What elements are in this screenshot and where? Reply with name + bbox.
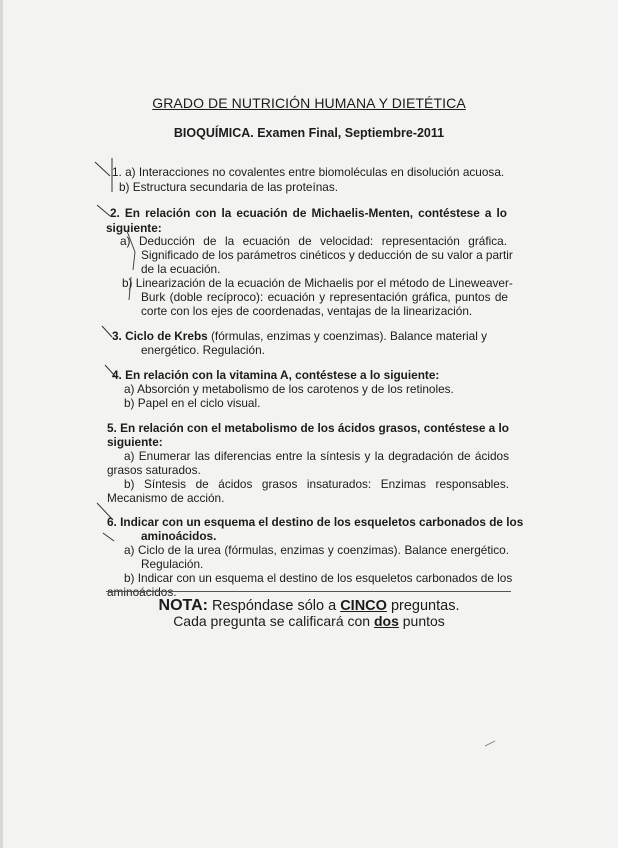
q3-heading-rest: (fórmulas, enzimas y coenzimas). Balance material y [207, 329, 488, 343]
q6-b-cont: aminoácidos. [107, 585, 177, 599]
page-title: GRADO DE NUTRICIÓN HUMANA Y DIETÉTICA [152, 95, 466, 111]
nota-cinco: CINCO [340, 598, 387, 614]
q2-a-cont2: de la ecuación. [141, 262, 221, 276]
q5-b-cont: Mecanismo de acción. [107, 491, 225, 505]
subject-name: BIOQUÍMICA [173, 126, 251, 140]
q5-a: a) Enumerar las diferencias entre la síntesis y la degradación de ácidos [124, 449, 509, 463]
nota-l2-pre: Cada pregunta se calificará con [173, 613, 374, 629]
check-mark-q4 [105, 365, 115, 376]
q2-a: a) Deducción de la ecuación de velocidad: representación gráfica. [120, 234, 507, 248]
q3-heading-bold: 3. Ciclo de Krebs [112, 329, 208, 343]
q5-heading-cont: siguiente: [107, 435, 163, 449]
q2-heading: 2. En relación con la ecuación de Michaelis-Menten, contéstese a lo [110, 206, 507, 220]
nota-text-pre: Respóndase sólo a [207, 598, 341, 614]
check-mark-q2a [127, 231, 135, 270]
nota-dos: dos [373, 613, 399, 629]
q5-b: b) Síntesis de ácidos grasos insaturados: Enzimas responsables. [124, 477, 509, 491]
check-mark-q1 [95, 158, 112, 192]
q2-heading-cont: siguiente: [106, 221, 162, 235]
q2-b: b) Linearización de la ecuación de Michaelis por el método de Lineweaver- [122, 276, 513, 290]
q1-a: 1. a) Interacciones no covalentes entre biomoléculas en disolución acuosa. [112, 165, 505, 179]
q6-b: b) Indicar con un esquema el destino de los esqueletos carbonados de los [124, 571, 513, 585]
q3-cont: energético. Regulación. [141, 343, 265, 357]
check-mark-q2b [129, 277, 131, 300]
q6-a: a) Ciclo de la urea (fórmulas, enzimas y coenzimas). Balance energético. [124, 543, 509, 557]
q1-b: b) Estructura secundaria de las proteínas. [119, 180, 339, 194]
nota-text-post: preguntas. [386, 598, 460, 614]
check-mark-q2 [97, 205, 110, 216]
check-mark-q6 [97, 503, 114, 541]
q6-heading: 6. Indicar con un esquema el destino de los esqueletos carbonados de los [107, 515, 524, 529]
nota-label: NOTA: [158, 597, 208, 614]
nota-l2-post: puntos [398, 613, 445, 629]
q6-a-cont: Regulación. [141, 557, 204, 571]
q4-b: b) Papel en el ciclo visual. [124, 396, 261, 410]
q6-heading-cont: aminoácidos. [141, 529, 217, 543]
q4-a: a) Absorción y metabolismo de los carotenos y de los retinoles. [124, 382, 454, 396]
check-mark-q3 [102, 326, 112, 337]
q5-heading: 5. En relación con el metabolismo de los ácidos grasos, contéstese a lo [107, 421, 509, 435]
q5-a-cont: grasos saturados. [107, 463, 201, 477]
q2-b-cont2: corte con los ejes de coordenadas, ventajas de la linearización. [141, 304, 473, 318]
q2-b-cont1: Burk (doble recíproco): ecuación y representación gráfica, puntos de [141, 290, 508, 304]
q4-heading: 4. En relación con la vitamina A, contéstese a lo siguiente: [112, 368, 440, 382]
stray-mark [485, 741, 495, 746]
exam-date: . Examen Final, Septiembre-2011 [250, 126, 445, 140]
q2-a-cont1: Significado de los parámetros cinéticos y deducción de su valor a partir [141, 248, 513, 262]
